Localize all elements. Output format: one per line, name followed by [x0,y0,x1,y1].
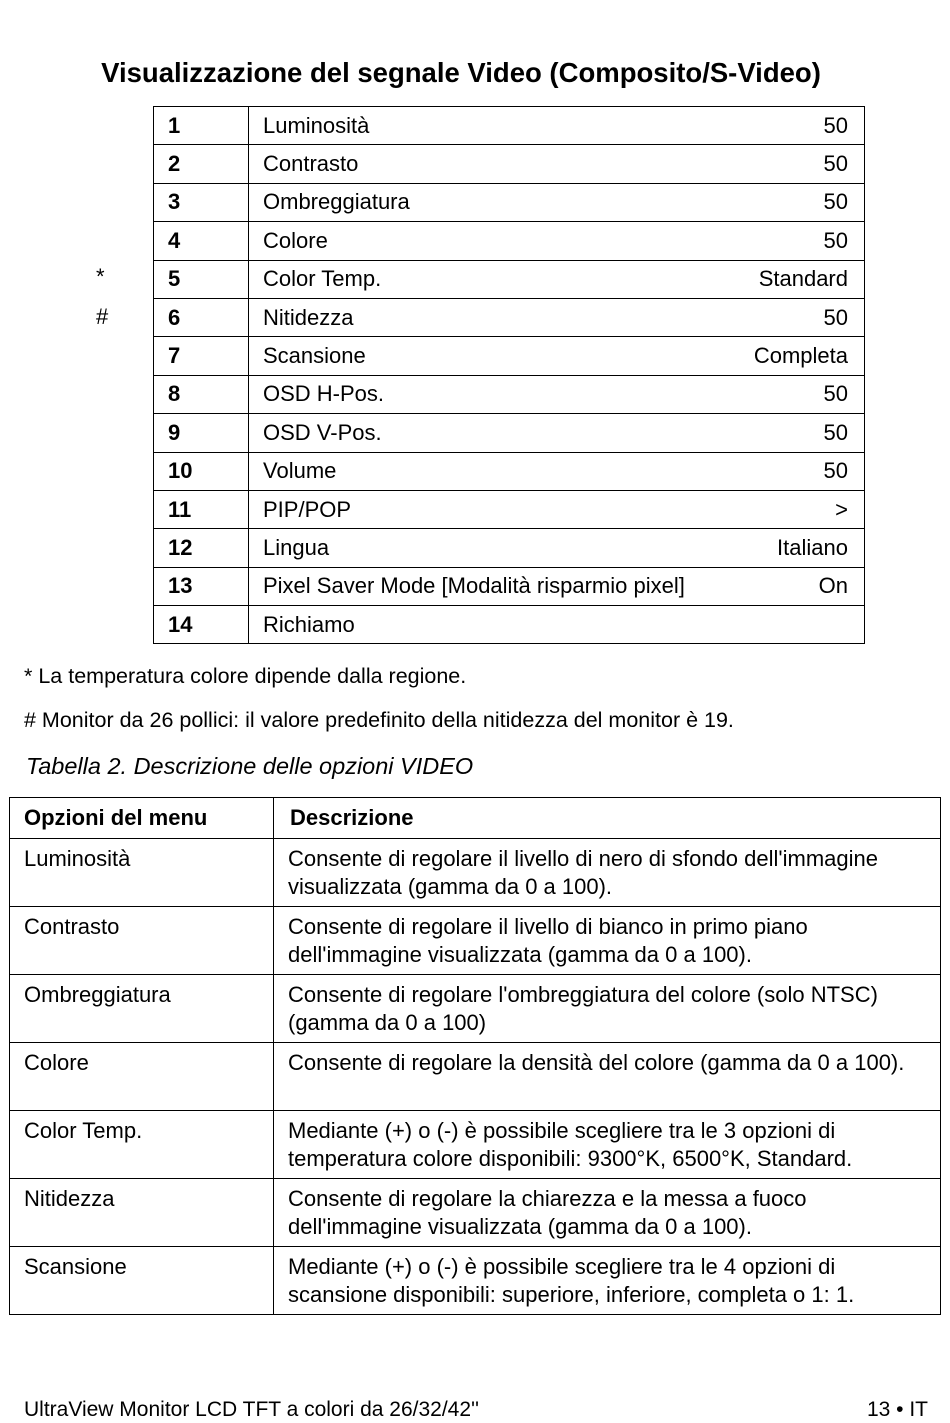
option-name: Nitidezza [10,1179,274,1247]
setting-label: PIP/POP [263,496,352,522]
setting-label: Volume [263,458,337,484]
option-description: Consente di regolare il livello di bianco in primo piano dell'immagine visualizzata (gamma da 0 a 100). [274,907,941,975]
menu-row [154,260,865,298]
menu-row [154,490,865,528]
setting-label: OSD V-Pos. [263,419,382,445]
setting-cell [249,529,865,567]
option-name: Luminosità [10,839,274,907]
setting-label: Pixel Saver Mode [Modalità risparmio pixel] [263,573,685,599]
table-caption: Tabella 2. Descrizione delle opzioni VIDEO [26,753,474,779]
column-header-option: Opzioni del menu [10,798,274,839]
menu-row [154,529,865,567]
setting-value: Completa [753,343,848,369]
row-number: 7 [154,337,249,375]
setting-cell [249,222,865,260]
menu-row [154,452,865,490]
setting-cell [249,260,865,298]
option-description: Consente di regolare il livello di nero di sfondo dell'immagine visualizzata (gamma da 0 a 100). [274,839,941,907]
footer-product-name: UltraView Monitor LCD TFT a colori da 26/32/42'' [24,1398,480,1421]
setting-cell [249,298,865,336]
row-number: 8 [154,375,249,413]
row-number: 10 [154,452,249,490]
page-number: 13 • IT [866,1398,928,1421]
row-number: 5 [154,260,249,298]
menu-row [154,107,865,145]
row-number: 14 [154,606,249,644]
setting-cell [249,490,865,528]
menu-row [154,145,865,183]
table-row [10,839,941,907]
setting-cell [249,183,865,221]
menu-row [154,337,865,375]
setting-label: OSD H-Pos. [263,381,385,407]
hash-marker: # [96,304,109,329]
page-footer [24,1397,928,1423]
option-description: Consente di regolare l'ombreggiatura del colore (solo NTSC) (gamma da 0 a 100) [274,975,941,1043]
row-number: 9 [154,414,249,452]
menu-row [154,567,865,605]
setting-value: On [818,573,848,599]
option-description: Consente di regolare la chiarezza e la messa a fuoco dell'immagine visualizzata (gamma da 0 a 100). [274,1179,941,1247]
table-row [10,1179,941,1247]
setting-cell [249,337,865,375]
asterisk-marker: * [96,264,105,289]
setting-cell [249,107,865,145]
option-description: Mediante (+) o (-) è possibile scegliere tra le 3 opzioni di temperatura colore disponibili: 9300°K, 6500°K, Standard. [274,1111,941,1179]
option-description: Mediante (+) o (-) è possibile scegliere tra le 4 opzioni di scansione disponibili: superiore, inferiore, completa o 1: 1. [274,1247,941,1315]
option-name: Contrasto [10,907,274,975]
row-number: 13 [154,567,249,605]
option-name: Color Temp. [10,1111,274,1179]
setting-cell [249,414,865,452]
column-header-description: Descrizione [274,798,941,839]
setting-value: 50 [823,151,848,177]
setting-label: Lingua [263,534,330,560]
setting-value: 50 [823,458,848,484]
table-row [10,1043,941,1111]
row-number: 6 [154,298,249,336]
table-row [10,1111,941,1179]
page-title: Visualizzazione del segnale Video (Composito/S-Video) [101,57,821,88]
setting-value: 50 [823,304,848,330]
setting-label: Scansione [263,343,366,369]
menu-row [154,606,865,644]
row-number: 11 [154,490,249,528]
menu-row [154,298,865,336]
setting-value: 50 [823,189,848,215]
row-number: 2 [154,145,249,183]
option-name: Ombreggiatura [10,975,274,1043]
video-options-table [9,797,941,1315]
setting-label: Richiamo [263,611,355,637]
option-name: Scansione [10,1247,274,1315]
setting-cell [249,606,865,644]
row-number: 1 [154,107,249,145]
menu-row [154,375,865,413]
option-name: Colore [10,1043,274,1111]
table-row [10,1247,941,1315]
setting-label: Contrasto [263,151,359,177]
setting-value: > [835,496,848,522]
menu-row [154,414,865,452]
setting-value: 50 [823,112,848,138]
table-row [10,907,941,975]
setting-label: Ombreggiatura [263,189,410,215]
setting-value: 50 [823,419,848,445]
row-number: 12 [154,529,249,567]
setting-label: Nitidezza [263,304,354,330]
menu-row [154,222,865,260]
option-description: Consente di regolare la densità del colore (gamma da 0 a 100). [274,1043,941,1111]
row-number: 4 [154,222,249,260]
sharpness-note: # Monitor da 26 pollici: il valore predefinito della nitidezza del monitor è 19. [24,708,734,732]
row-number: 3 [154,183,249,221]
setting-value: 50 [823,227,848,253]
setting-value: 50 [823,381,848,407]
setting-value: Standard [758,266,848,292]
setting-value: Italiano [777,534,848,560]
color-temp-note: * La temperatura colore dipende dalla regione. [24,664,467,688]
menu-row [154,183,865,221]
setting-label: Colore [263,227,328,253]
osd-menu-table [153,106,865,644]
setting-cell [249,452,865,490]
setting-cell [249,567,865,605]
table-row [10,975,941,1043]
setting-cell [249,375,865,413]
setting-label: Color Temp. [263,266,382,292]
setting-cell [249,145,865,183]
table-header-row [10,798,941,839]
setting-label: Luminosità [263,112,370,138]
